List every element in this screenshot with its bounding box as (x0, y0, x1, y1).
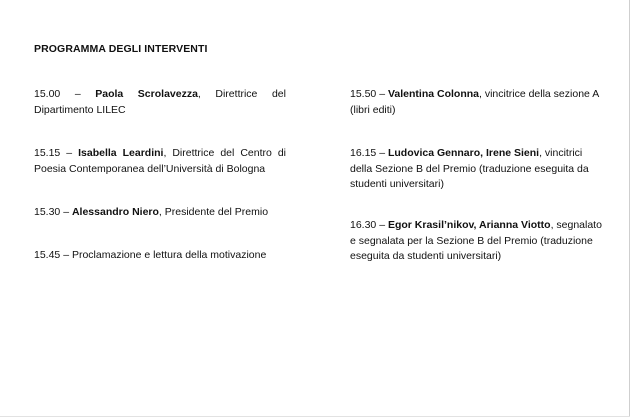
entry-speaker: Egor Krasil’nikov, Arianna Viotto (387, 219, 551, 231)
entry-separator: – (60, 249, 72, 261)
entry-time: 16.30 (350, 219, 377, 231)
entry-speaker: Isabella Leardini (78, 147, 164, 159)
entry-separator: – (376, 88, 388, 100)
entry-speaker: Ludovica Gennaro, Irene Sieni (387, 147, 540, 159)
entry-separator: – (376, 147, 388, 159)
entry-time: 15.45 (34, 249, 61, 261)
entry-role: , segnalato e segnalata per la Sezione B del Premio (traduzione eseguita da studenti universitari) (350, 219, 602, 262)
entry-time: 16.15 (350, 147, 377, 159)
entry-time: 15.50 (350, 88, 377, 100)
entry-separator: – (60, 88, 96, 100)
entry-role: Proclamazione e lettura della motivazione (71, 249, 267, 261)
entry-separator: – (60, 206, 72, 218)
entry-speaker: Paola Scrolavezza (95, 88, 198, 100)
programme-entry (34, 146, 286, 177)
programme-entry (350, 87, 602, 118)
entry-speaker: Alessandro Niero (71, 206, 159, 218)
entry-separator: – (376, 219, 388, 231)
programme-entry (34, 248, 286, 264)
entry-time: 15.00 (34, 88, 61, 100)
entry-role: , vincitrice della sezione A (libri editi) (350, 88, 599, 116)
entry-role: , vincitrici della Sezione B del Premio (traduzione eseguita da studenti universitari) (350, 147, 589, 190)
programme-entry (34, 87, 286, 118)
entry-speaker: Valentina Colonna (387, 88, 479, 100)
programme-entry (350, 146, 602, 193)
programme-entry (350, 218, 602, 265)
entry-time: 15.30 (34, 206, 61, 218)
entry-role: , Direttrice del Centro di Poesia Contemporanea dell’Università di Bologna (34, 147, 286, 175)
entry-separator: – (60, 147, 79, 159)
programme-entry (34, 205, 286, 221)
entry-time: 15.15 (34, 147, 61, 159)
entry-role: , Direttrice del Dipartimento LILEC (34, 88, 286, 116)
programme-heading: PROGRAMMA DEGLI INTERVENTI (34, 43, 208, 55)
entry-role: , Presidente del Premio (158, 206, 269, 218)
